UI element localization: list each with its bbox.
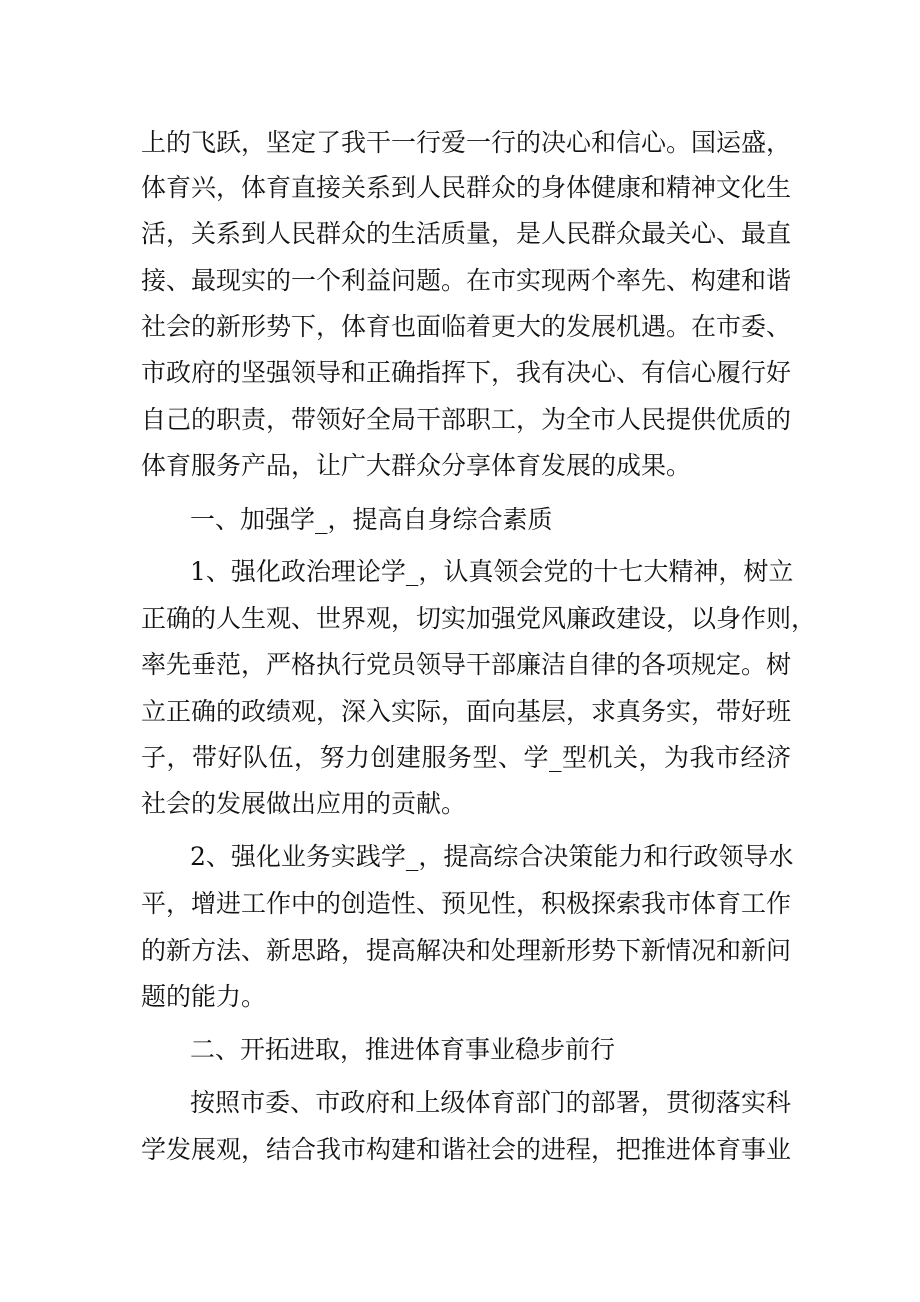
paragraph-line: 子，带好队伍，努力创建服务型、学_型机关，为我市经济: [141, 743, 791, 772]
paragraph-line: 上的飞跃，坚定了我干一行爱一行的决心和信心。国运盛，: [141, 128, 792, 157]
paragraph-line: 体育兴，体育直接关系到人民群众的身体健康和精神文化生: [141, 173, 792, 202]
section-heading-2: 二、开拓进取，推进体育事业稳步前行: [190, 1035, 616, 1064]
paragraph-line: 平，增进工作中的创造性、预见性，积极探索我市体育工作: [141, 889, 792, 918]
paragraph-line: 正确的人生观、世界观，切实加强党风廉政建设，以身作则，: [141, 604, 817, 633]
paragraph-line: 的新方法、新思路，提高解决和处理新形势下新情况和新问: [141, 936, 792, 965]
paragraph-line: 2、强化业务实践学_，提高综合决策能力和行政领导水: [190, 842, 794, 871]
section-heading-1: 一、加强学_，提高自身综合素质: [190, 505, 553, 534]
paragraph-line: 市政府的坚强领导和正确指挥下，我有决心、有信心履行好: [141, 358, 792, 387]
paragraph-line: 1、强化政治理论学_，认真领会党的十七大精神，树立: [190, 557, 794, 586]
paragraph-line: 率先垂范，严格执行党员领导干部廉洁自律的各项规定。树: [141, 650, 792, 679]
paragraph-line: 自己的职责，带领好全局干部职工，为全市人民提供优质的: [141, 405, 792, 434]
paragraph-line: 社会的新形势下，体育也面临着更大的发展机遇。在市委、: [141, 312, 792, 341]
paragraph-line: 学发展观，结合我市构建和谐社会的进程，把推进体育事业: [141, 1135, 792, 1164]
paragraph-line: 按照市委、市政府和上级体育部门的部署，贯彻落实科: [190, 1088, 791, 1117]
paragraph-line: 活，关系到人民群众的生活质量，是人民群众最关心、最直: [141, 219, 792, 248]
paragraph-line: 立正确的政绩观，深入实际，面向基层，求真务实，带好班: [141, 697, 792, 726]
paragraph-line: 接、最现实的一个利益问题。在市实现两个率先、构建和谐: [141, 266, 792, 295]
paragraph-line: 题的能力。: [141, 982, 267, 1011]
paragraph-line: 体育服务产品，让广大群众分享体育发展的成果。: [141, 451, 692, 480]
paragraph-line: 社会的发展做出应用的贡献。: [141, 789, 467, 818]
